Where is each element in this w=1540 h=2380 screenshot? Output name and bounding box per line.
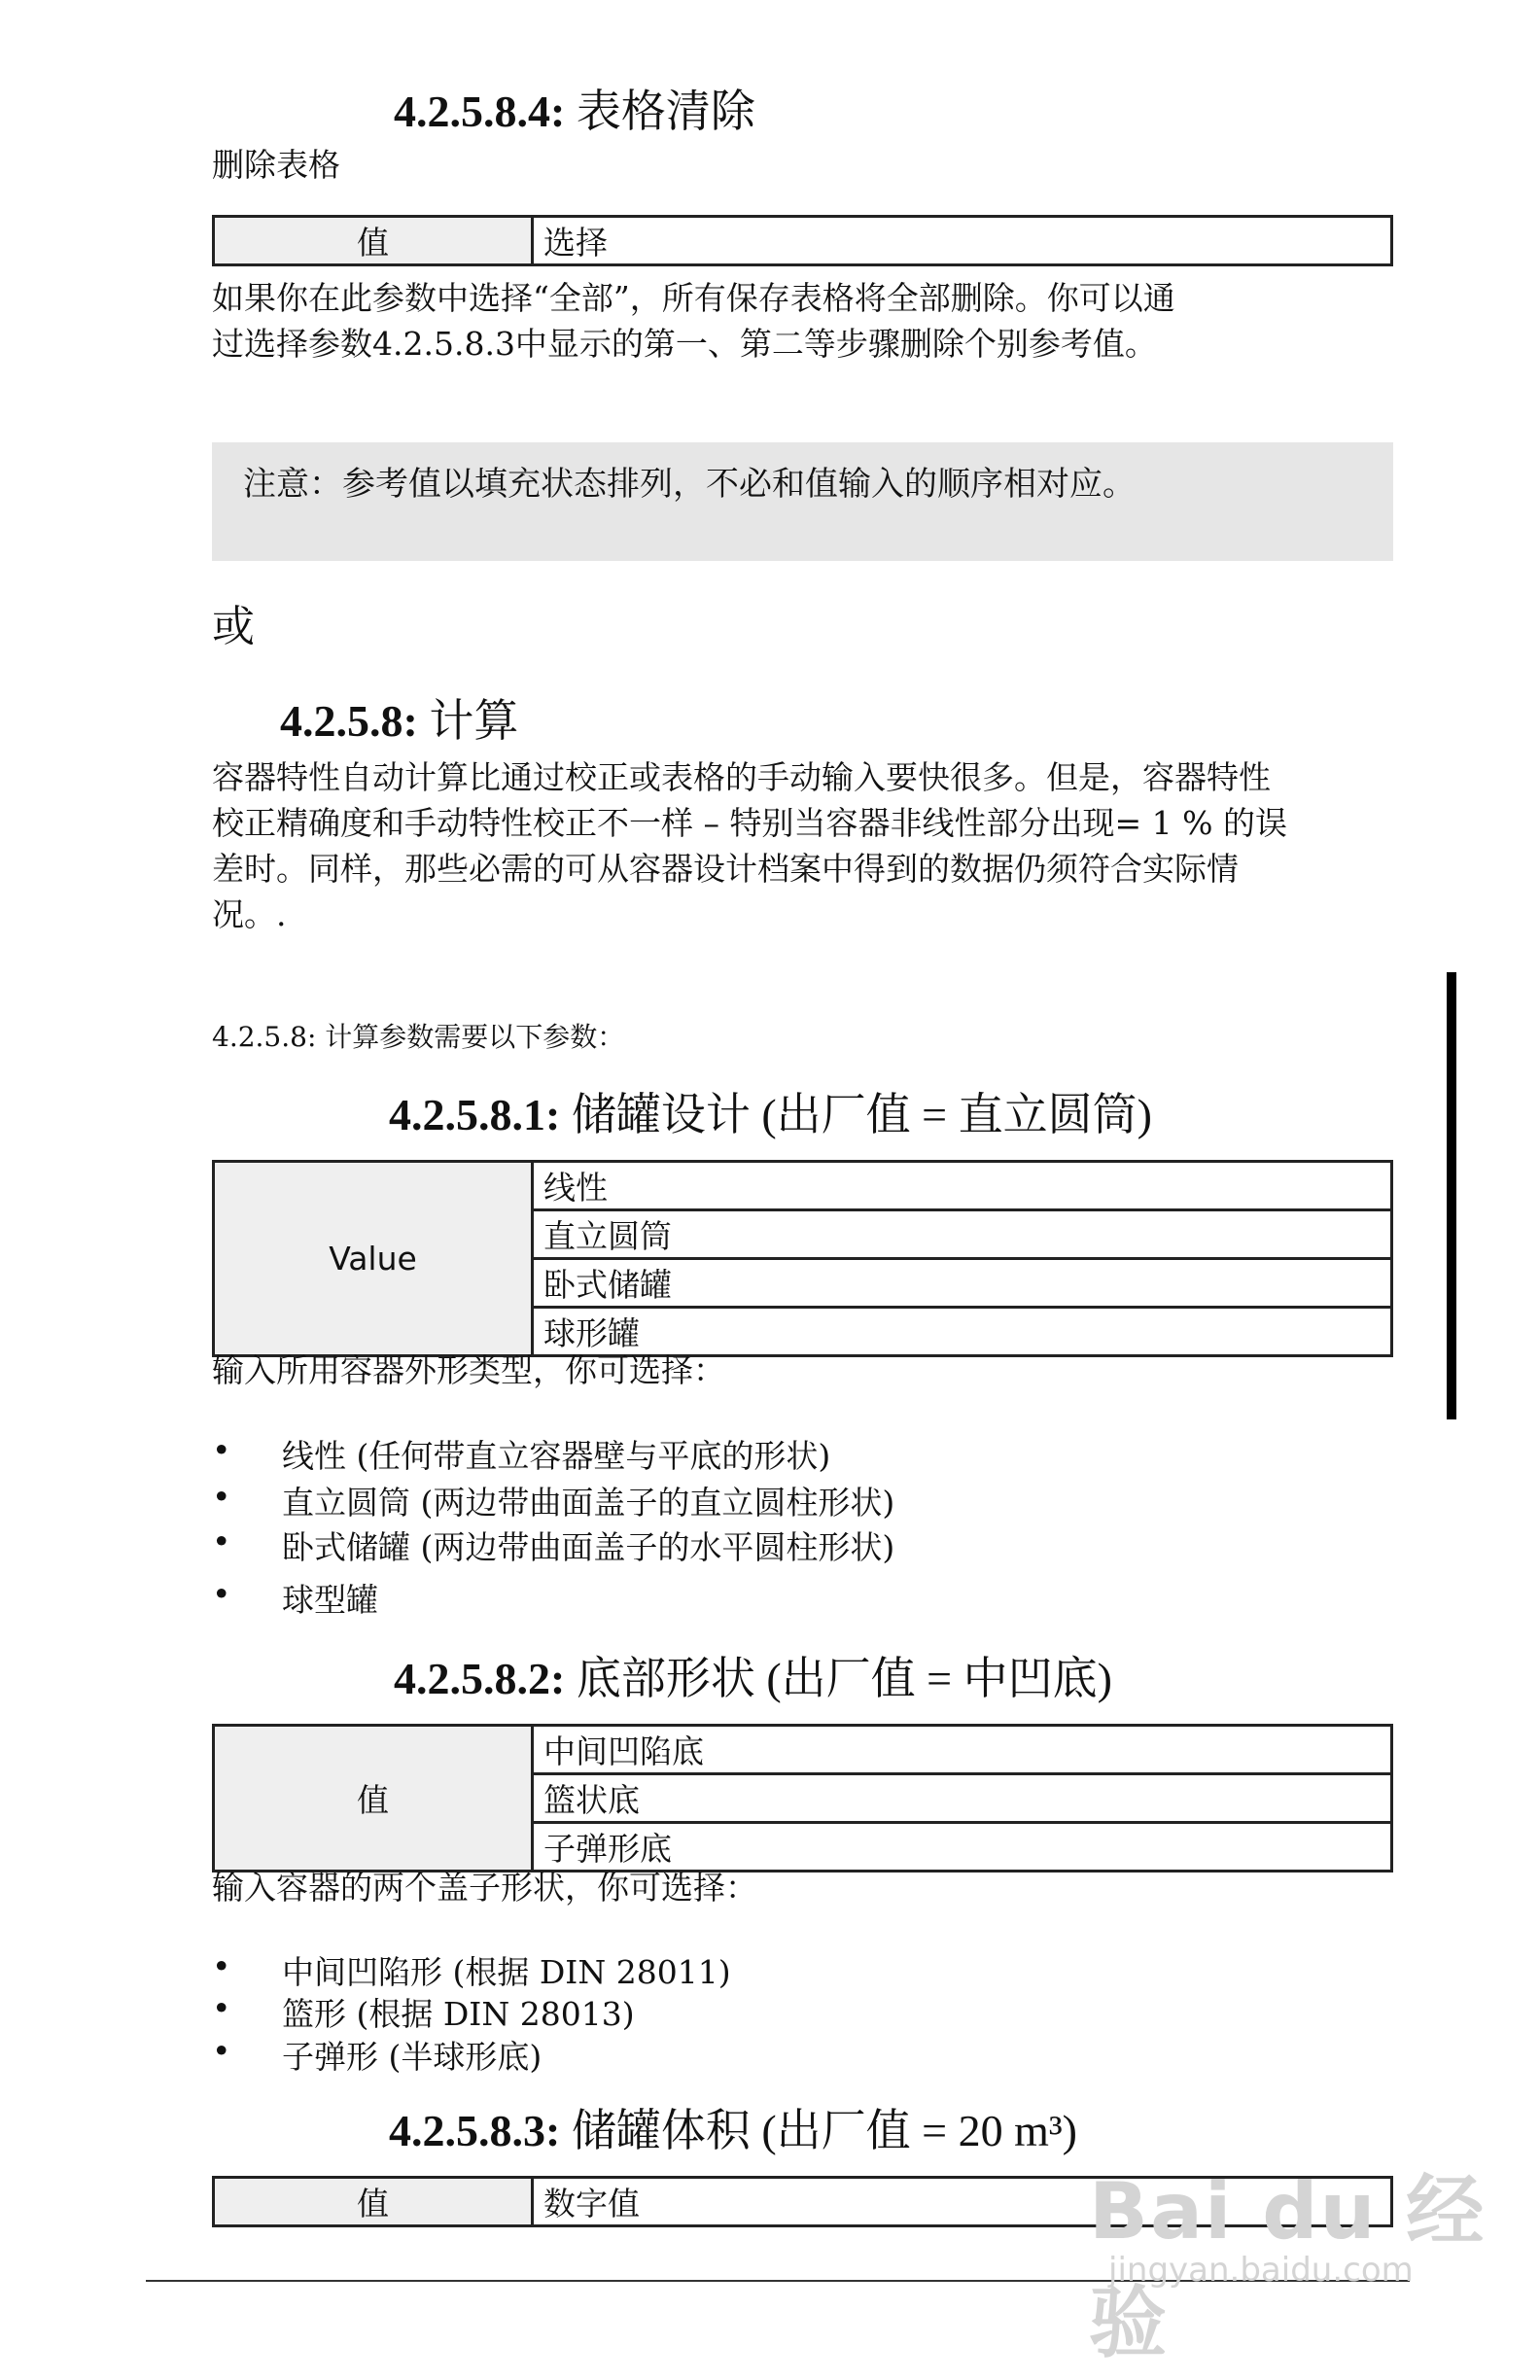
paragraph-tank-design: 输入所用容器外形类型，你可选择： (212, 1351, 725, 1389)
change-bar (1447, 972, 1456, 1419)
table-option: 篮状底 (533, 1774, 1392, 1823)
heading-4-2-5-8-4 (394, 76, 755, 140)
bullet-icon: • (212, 1478, 231, 1516)
heading-4-2-5-8 (280, 685, 518, 750)
paragraph-line: 差时。同样，那些必需的可从容器设计档案中得到的数据仍须符合实际情 (212, 850, 1239, 888)
paragraph-line: 况。. (212, 895, 287, 933)
section-number: 4.2.5.8.1: (389, 1090, 561, 1139)
bullet-icon: • (212, 2032, 231, 2070)
table-option: 子弹形底 (533, 1823, 1392, 1872)
table-label: Value (214, 1162, 533, 1356)
value-table-bottom-shape (212, 1724, 1393, 1872)
section-number: 4.2.5.8.2: (394, 1654, 566, 1703)
paragraph-bottom-shape: 输入容器的两个盖子形状，你可选择： (212, 1869, 757, 1907)
section-title: 储罐设计 (出厂值 = 直立圆筒) (571, 1090, 1152, 1139)
section-number: 4.2.5.8.3: (389, 2106, 561, 2155)
list-item-text: 中间凹陷形 (根据 DIN 28011) (282, 1953, 731, 1991)
table-option: 线性 (533, 1162, 1392, 1210)
subtitle-delete-table: 删除表格 (212, 146, 340, 184)
heading-4-2-5-8-2 (394, 1643, 1112, 1707)
heading-4-2-5-8-3 (389, 2095, 1077, 2159)
bullet-icon: • (212, 1947, 231, 1985)
paragraph-clear (212, 275, 1175, 367)
calc-intro: 4.2.5.8: 计算参数需要以下参数： (212, 1021, 625, 1053)
paragraph-line: 校正精确度和手动特性校正不一样 – 特别当容器非线性部分出现= 1 % 的误 (212, 804, 1287, 842)
list-item-text: 卧式储罐 (两边带曲面盖子的水平圆柱形状) (282, 1528, 895, 1566)
paragraph-line: 过选择参数4.2.5.8.3中显示的第一、第二等步骤删除个别参考值。 (212, 325, 1157, 363)
paragraph-line: 如果你在此参数中选择“全部”，所有保存表格将全部删除。你可以通 (212, 279, 1175, 317)
bullet-icon: • (212, 1522, 231, 1560)
section-title: 计算 (429, 696, 519, 746)
heading-4-2-5-8-1 (389, 1079, 1152, 1143)
or-text: 或 (212, 602, 255, 651)
bullet-icon: • (212, 1431, 231, 1469)
list-item-text: 球型罐 (282, 1581, 378, 1619)
table-value: 数字值 (533, 2178, 1392, 2226)
section-title: 储罐体积 (出厂值 = 20 m³) (571, 2106, 1077, 2155)
table-label: 值 (214, 1726, 533, 1872)
paragraph-line: 容器特性自动计算比通过校正或表格的手动输入要快很多。但是，容器特性 (212, 758, 1271, 796)
section-number: 4.2.5.8: (280, 696, 418, 746)
list-item-text: 篮形 (根据 DIN 28013) (282, 1995, 635, 2033)
table-value: 选择 (533, 217, 1392, 265)
note-text: 注意：参考值以填充状态排列，不必和值输入的顺序相对应。 (243, 465, 1136, 504)
note-box (212, 442, 1393, 561)
table-option: 球形罐 (533, 1308, 1392, 1356)
table-option: 中间凹陷底 (533, 1726, 1392, 1774)
watermark-url: jingyan.baidu.com (1108, 2251, 1414, 2290)
paragraph-calc (212, 754, 1287, 937)
list-item-text: 线性 (任何带直立容器壁与平底的形状) (282, 1437, 831, 1475)
section-title: 表格清除 (576, 87, 755, 136)
table-option: 卧式储罐 (533, 1259, 1392, 1308)
bullet-icon: • (212, 1989, 231, 2027)
section-title: 底部形状 (出厂值 = 中凹底) (576, 1654, 1112, 1703)
value-table-tank-design (212, 1160, 1393, 1357)
table-option: 直立圆筒 (533, 1210, 1392, 1259)
value-table-clear (212, 215, 1393, 266)
list-item-text: 直立圆筒 (两边带曲面盖子的直立圆柱形状) (282, 1484, 895, 1522)
table-label: 值 (214, 2178, 533, 2226)
table-label: 值 (214, 217, 533, 265)
list-item-text: 子弹形 (半球形底) (282, 2038, 542, 2076)
watermark-logo: Bai du 经验 (1089, 2166, 1487, 2368)
bullet-icon: • (212, 1575, 231, 1613)
section-number: 4.2.5.8.4: (394, 87, 566, 136)
